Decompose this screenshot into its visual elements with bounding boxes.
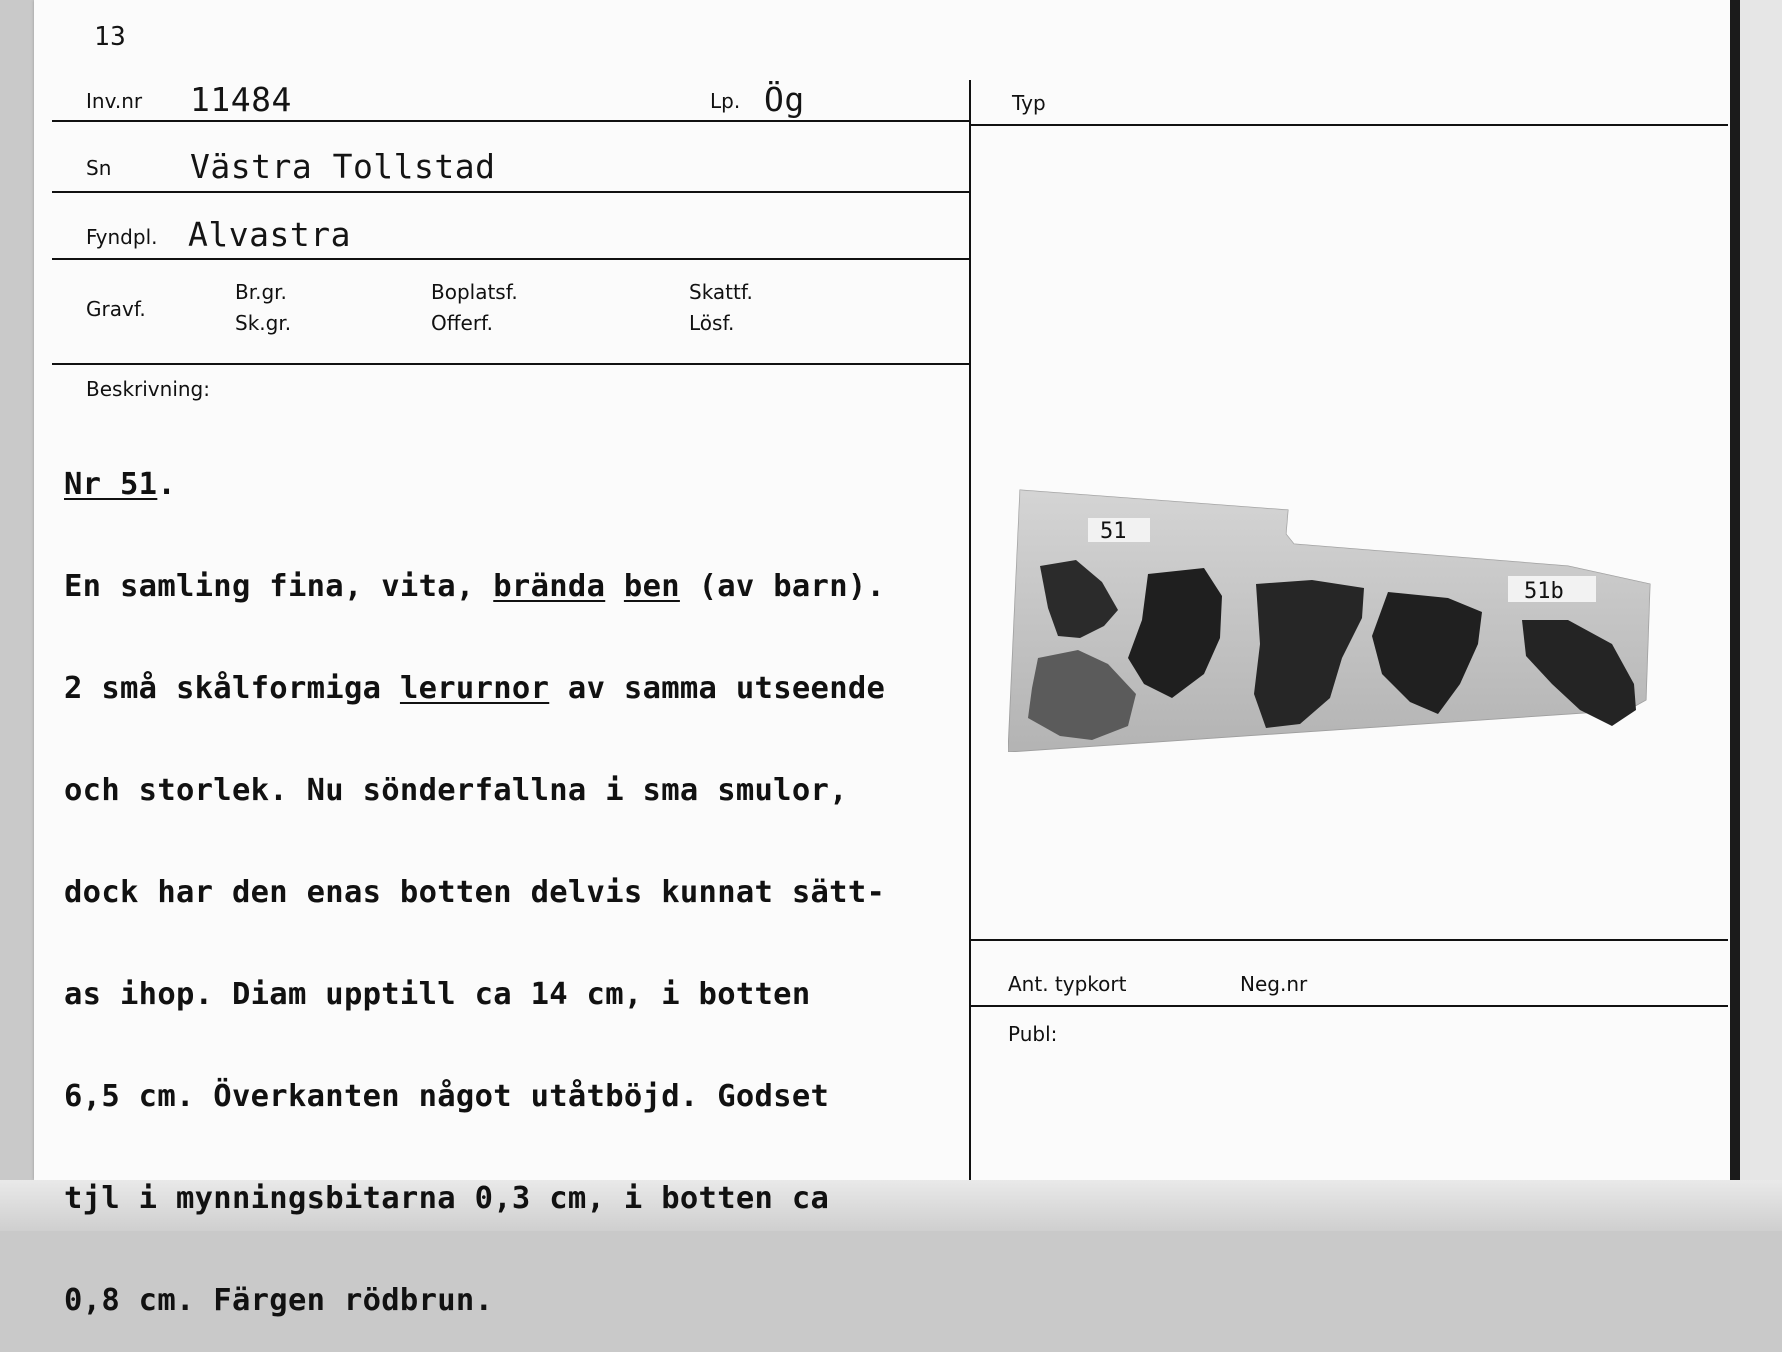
sn-value: Västra Tollstad [190,147,496,186]
boplatsf-label: Boplatsf. [431,280,518,304]
rule-row4 [52,363,969,365]
description-line-9: 0,8 cm. Färgen rödbrun. [64,1283,494,1318]
lp-label: Lp. [710,89,741,113]
description-text [64,400,885,1352]
desc-text-segment: av samma utseende [549,671,886,706]
rule-row1-left [52,120,969,122]
description-line-3 [64,672,885,706]
desc-text-segment: (av barn). [679,569,886,604]
underlined-word: brända [493,569,606,604]
sn-label: Sn [86,156,112,180]
description-line-5: dock har den enas botten delvis kunnat sätt- [64,875,886,910]
losf-label: Lösf. [689,311,735,335]
rule-row3 [52,258,969,260]
desc-text-segment [605,569,624,604]
desc-text-segment: En samling fina, vita, [64,569,494,604]
card-number: 13 [94,22,127,52]
inv-label: Inv.nr [86,89,143,113]
description-line-6: as ihop. Diam upptill ca 14 cm, i botten [64,977,811,1012]
description-line-4: och storlek. Nu sönderfallna i sma smulor, [64,773,848,808]
gravf-label: Gravf. [86,297,146,321]
negnr-label: Neg.nr [1240,972,1308,996]
column-divider [969,80,971,1180]
brgr-label: Br.gr. [235,280,287,304]
description-line-8: tjl i mynningsbitarna 0,3 cm, i botten ca [64,1181,830,1216]
rule-right-lower-2 [971,1005,1728,1007]
label-tag-right-text: 51b [1524,579,1564,604]
skattf-label: Skattf. [689,280,753,304]
beskrivning-label: Beskrivning: [86,377,210,401]
label-tag-left-text: 51 [1100,519,1127,544]
rule-row1-right [971,124,1728,126]
nr-period: . [157,467,176,502]
fyndpl-label: Fyndpl. [86,225,158,249]
underlined-word: lerurnor [399,671,550,706]
desc-text-segment: 2 små skålformiga [64,671,400,706]
sherds-photo [1008,488,1656,752]
rule-right-lower-1 [971,939,1728,941]
ant-typkort-label: Ant. typkort [1008,972,1127,996]
fyndpl-value: Alvastra [188,215,351,254]
inv-value: 11484 [190,80,292,119]
skgr-label: Sk.gr. [235,311,292,335]
description-line-7: 6,5 cm. Överkanten något utåtböjd. Godset [64,1079,830,1114]
card-edge [1730,0,1782,1231]
rule-row2 [52,191,969,193]
offerf-label: Offerf. [431,311,493,335]
typ-label: Typ [1012,91,1046,115]
lp-value: Ög [764,80,805,119]
description-line-1 [64,468,885,502]
description-line-2 [64,570,885,604]
underlined-word: ben [623,569,680,604]
publ-label: Publ: [1008,1022,1058,1046]
nr-reference: Nr 51 [64,467,158,502]
